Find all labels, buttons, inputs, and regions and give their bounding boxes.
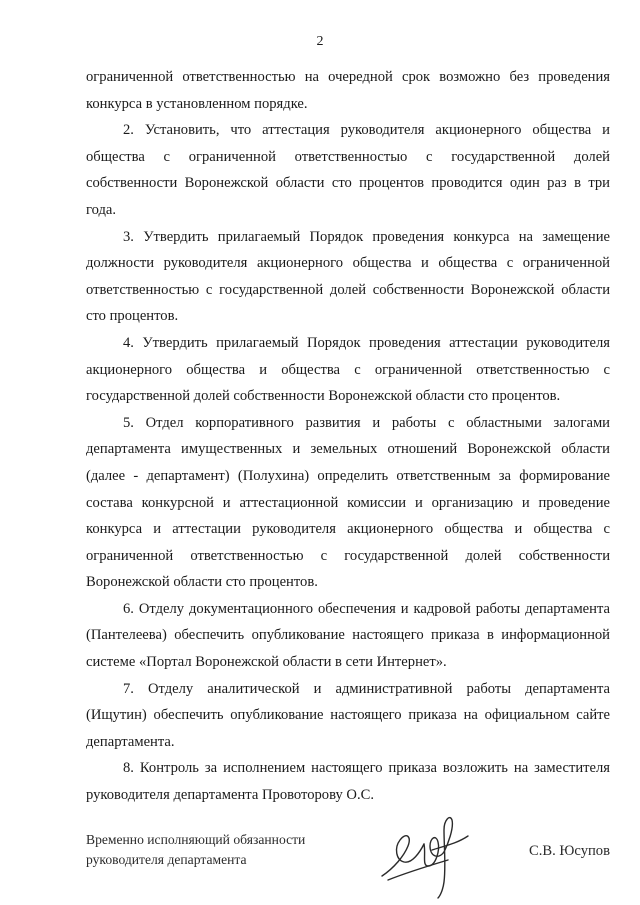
signatory-position: [86, 830, 386, 870]
paragraph-item-3: 3. Утвердить прилагаемый Порядок проведения конкурса на замещение должности руководителя акционерного общества и общества с ограниченной ответственностью с государственной долей собственности Воронежской области сто процентов.: [86, 228, 610, 325]
signatory-name: С.В. Юсупов: [529, 843, 610, 859]
handwritten-signature: [368, 806, 478, 900]
paragraph-continuation: ограниченной ответственностью на очередной срок возможно без проведения конкурса в установленном порядке.: [86, 69, 610, 112]
paragraph-item-4: 4. Утвердить прилагаемый Порядок проведения аттестации руководителя акционерного общества и общества с ограниченной ответственностью с государственной долей собственности Воронежской области сто процентов.: [86, 334, 610, 405]
page-number: 2: [316, 34, 324, 49]
document-body: [86, 64, 610, 809]
paragraph-item-6: 6. Отделу документационного обеспечения и кадровой работы департамента (Пантелеева) обеспечить опубликование настоящего приказа в информационной системе «Портал Воронежской области в сети Интернет».: [86, 600, 610, 671]
paragraph-item-2: 2. Установить, что аттестация руководителя акционерного общества и общества с ограниченной ответственностыо с государственной долей собственности Воронежской области сто процентов проводится один раз в три года.: [86, 122, 610, 218]
signatory-position-line-1: Временно исполняющий обязанности: [86, 832, 306, 847]
signatory-position-line-2: руководителя департамента: [86, 852, 247, 867]
paragraph-item-7: 7. Отделу аналитической и административной работы департамента (Ищутин) обеспечить опубликование настоящего приказа на официальном сайте департамента.: [86, 680, 610, 750]
paragraph-item-5: 5. Отдел корпоративного развития и работы с областными залогами департамента имущественных и земельных отношений Воронежской области (далее - департамент) (Полухина) определить ответственным за формирование состава конкурсной и аттестационной комиссии и организацию и проведение конкурса и аттестации руководителя акционерного общества и общества с ограниченной ответственностью с государственной долей собственности Воронежской области сто процентов.: [86, 414, 610, 591]
paragraph-item-8: 8. Контроль за исполнением настоящего приказа возложить на заместителя руководителя департамента Провоторову О.С.: [86, 760, 610, 804]
